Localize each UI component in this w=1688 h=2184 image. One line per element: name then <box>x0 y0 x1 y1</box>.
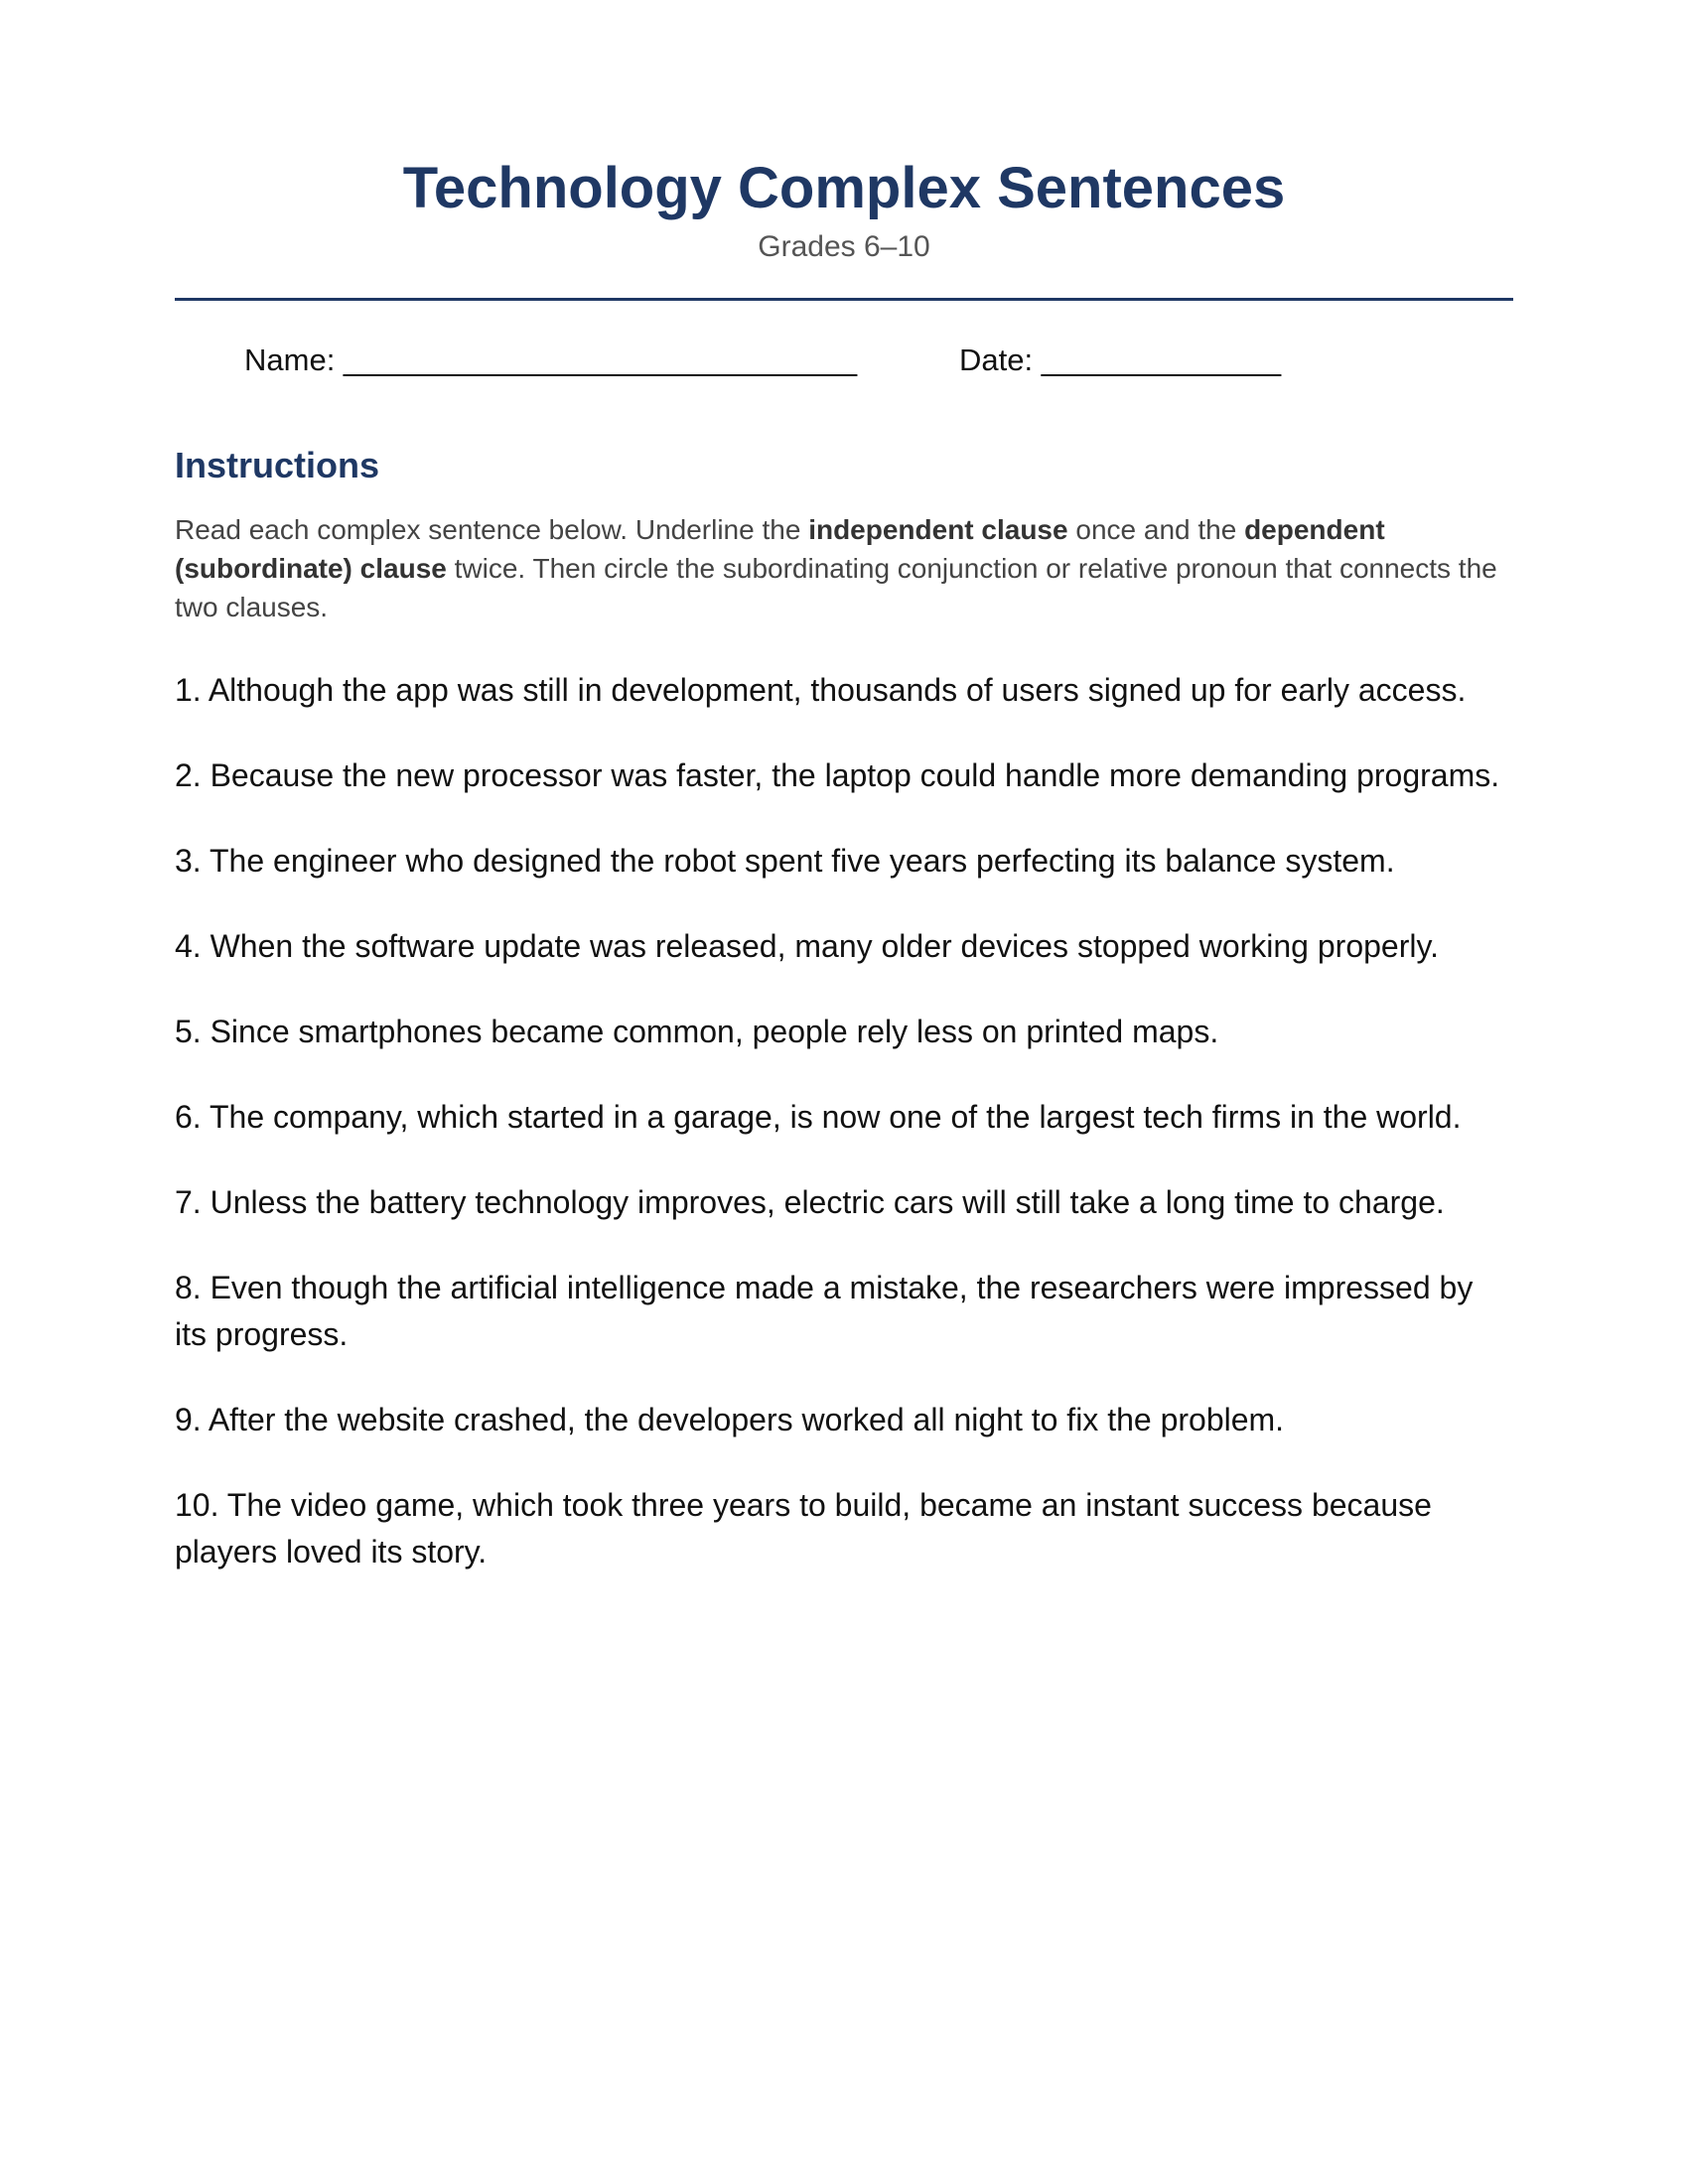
instructions-bold-dependent: dependent (subordinate) clause <box>175 514 1385 584</box>
instructions-heading: Instructions <box>175 445 380 485</box>
sentence-item: 4. When the software update was released, many older devices stopped working properly. <box>175 928 1439 964</box>
sentence-list <box>175 667 1513 1614</box>
name-field: Name: ______________________________ <box>244 342 858 377</box>
instructions-part-3: twice. Then circle the subordinating conjunction or relative pronoun that connects the two clauses. <box>175 553 1497 622</box>
sentence-item: 5. Since smartphones became common, people rely less on printed maps. <box>175 1014 1219 1049</box>
sentence-item: 10. The video game, which took three years to build, became an instant success because players loved its story. <box>175 1487 1432 1570</box>
instructions-part-2: once and the <box>1067 514 1245 545</box>
sentence-item: 9. After the website crashed, the developers worked all night to fix the problem. <box>175 1402 1285 1437</box>
grade-level: Grades 6–10 <box>758 230 930 263</box>
sentence-item: 3. The engineer who designed the robot spent five years perfecting its balance system. <box>175 843 1395 879</box>
sentence-item: 2. Because the new processor was faster, the laptop could handle more demanding programs. <box>175 757 1500 793</box>
sentence-item: 8. Even though the artificial intelligence made a mistake, the researchers were impressed by its progress. <box>175 1270 1474 1352</box>
sentence-item: 6. The company, which started in a garage, is now one of the largest tech firms in the world. <box>175 1099 1462 1135</box>
sentence-item: 7. Unless the battery technology improves, electric cars will still take a long time to charge. <box>175 1184 1445 1220</box>
sentence-item: 1. Although the app was still in development, thousands of users signed up for early access. <box>175 672 1467 708</box>
date-field: Date: ______________ <box>959 342 1282 377</box>
instructions-part-1: Read each complex sentence below. Underline the <box>175 514 809 545</box>
header-divider <box>175 298 1513 301</box>
page-title: Technology Complex Sentences <box>402 156 1286 220</box>
instructions-text <box>175 510 1513 626</box>
instructions-bold-independent: independent clause <box>808 514 1068 545</box>
